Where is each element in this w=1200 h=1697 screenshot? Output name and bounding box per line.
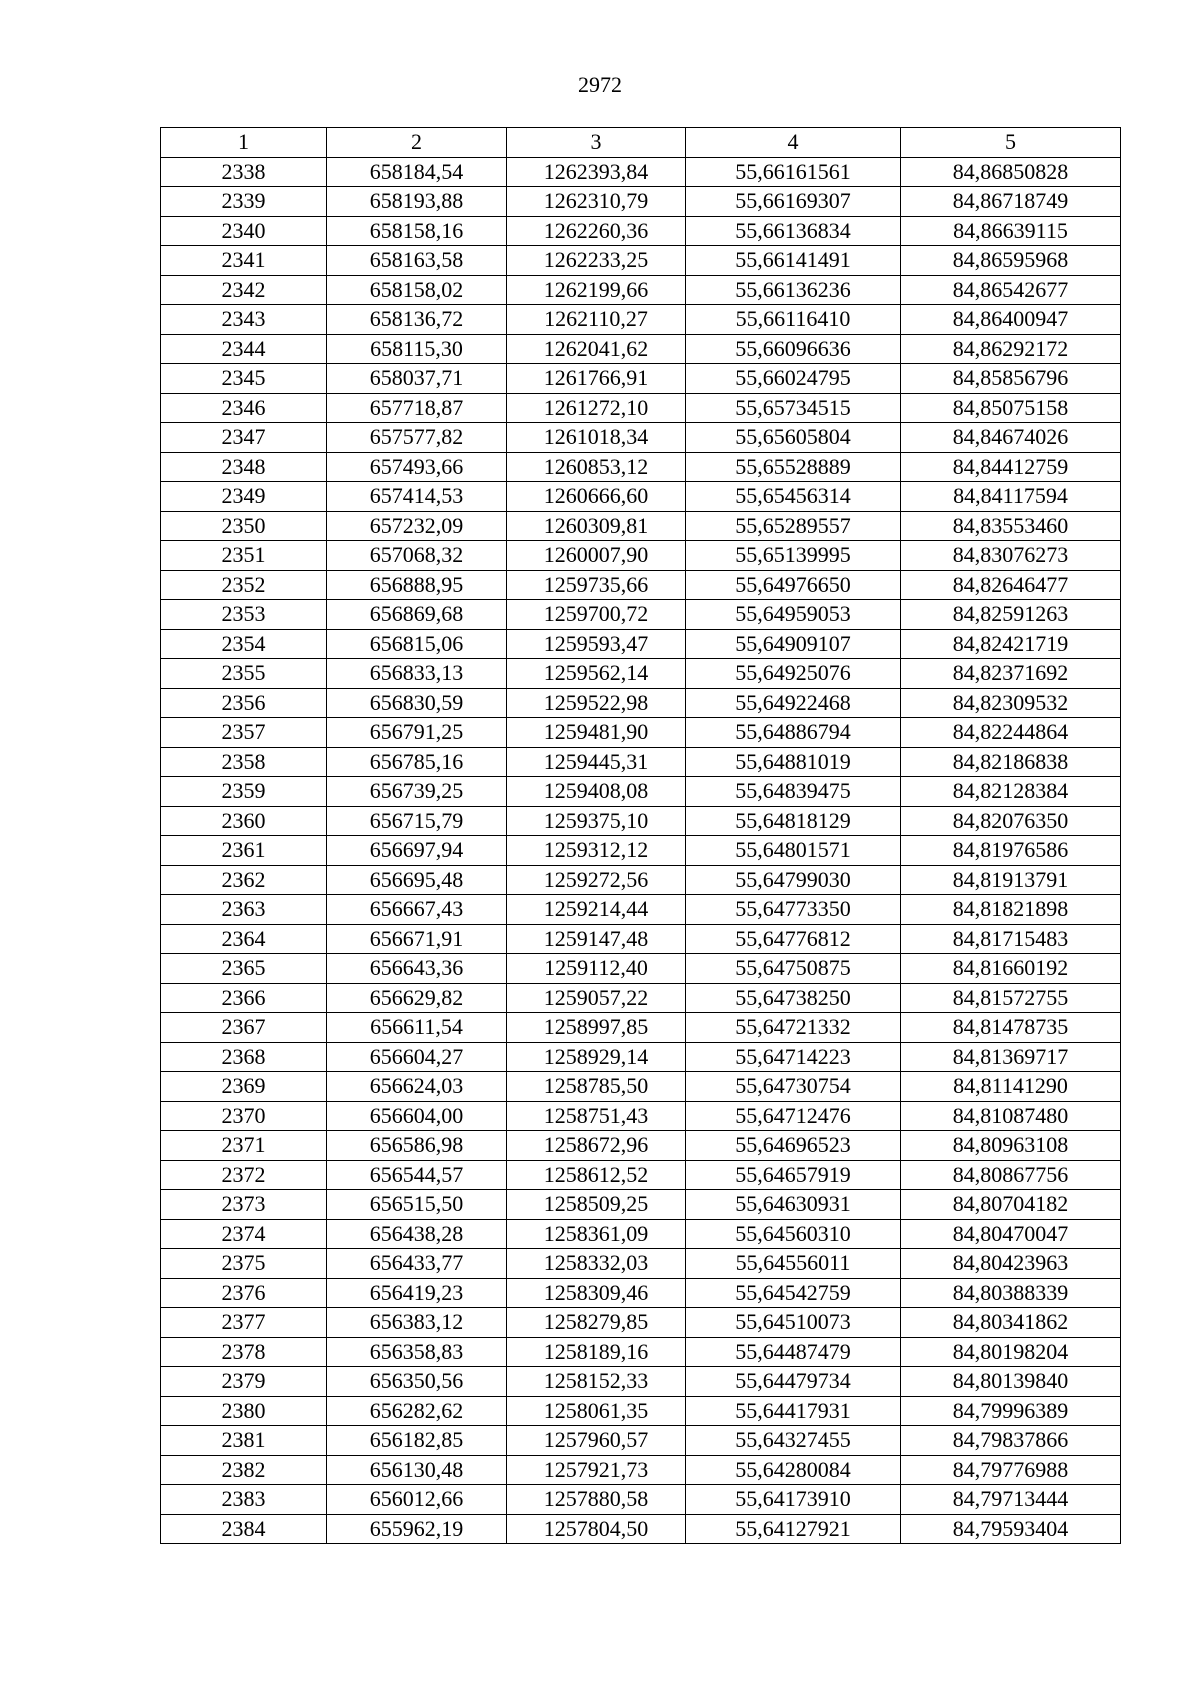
x-coordinate-cell: 656515,50 bbox=[327, 1190, 507, 1220]
y-coordinate-cell: 1259562,14 bbox=[507, 659, 686, 689]
y-coordinate-cell: 1262041,62 bbox=[507, 334, 686, 364]
longitude-cell: 84,79837866 bbox=[901, 1426, 1121, 1456]
x-coordinate-cell: 658184,54 bbox=[327, 157, 507, 187]
x-coordinate-cell: 656438,28 bbox=[327, 1219, 507, 1249]
y-coordinate-cell: 1258332,03 bbox=[507, 1249, 686, 1279]
table-row bbox=[161, 1455, 1121, 1485]
longitude-cell: 84,84412759 bbox=[901, 452, 1121, 482]
y-coordinate-cell: 1258751,43 bbox=[507, 1101, 686, 1131]
table-row bbox=[161, 511, 1121, 541]
y-coordinate-cell: 1258152,33 bbox=[507, 1367, 686, 1397]
point-number-cell: 2384 bbox=[161, 1514, 327, 1544]
longitude-cell: 84,81572755 bbox=[901, 983, 1121, 1013]
point-number-cell: 2378 bbox=[161, 1337, 327, 1367]
x-coordinate-cell: 658163,58 bbox=[327, 246, 507, 276]
longitude-cell: 84,82186838 bbox=[901, 747, 1121, 777]
point-number-cell: 2374 bbox=[161, 1219, 327, 1249]
longitude-cell: 84,84117594 bbox=[901, 482, 1121, 512]
x-coordinate-cell: 657493,66 bbox=[327, 452, 507, 482]
x-coordinate-cell: 656697,94 bbox=[327, 836, 507, 866]
table-row bbox=[161, 983, 1121, 1013]
y-coordinate-cell: 1258189,16 bbox=[507, 1337, 686, 1367]
longitude-cell: 84,79713444 bbox=[901, 1485, 1121, 1515]
point-number-cell: 2347 bbox=[161, 423, 327, 453]
point-number-cell: 2349 bbox=[161, 482, 327, 512]
latitude-cell: 55,64886794 bbox=[686, 718, 901, 748]
table-row bbox=[161, 364, 1121, 394]
x-coordinate-cell: 656624,03 bbox=[327, 1072, 507, 1102]
x-coordinate-cell: 656715,79 bbox=[327, 806, 507, 836]
x-coordinate-cell: 656739,25 bbox=[327, 777, 507, 807]
y-coordinate-cell: 1261272,10 bbox=[507, 393, 686, 423]
point-number-cell: 2368 bbox=[161, 1042, 327, 1072]
latitude-cell: 55,64542759 bbox=[686, 1278, 901, 1308]
x-coordinate-cell: 656791,25 bbox=[327, 718, 507, 748]
x-coordinate-cell: 657068,32 bbox=[327, 541, 507, 571]
point-number-cell: 2341 bbox=[161, 246, 327, 276]
longitude-cell: 84,84674026 bbox=[901, 423, 1121, 453]
x-coordinate-cell: 658158,16 bbox=[327, 216, 507, 246]
latitude-cell: 55,64818129 bbox=[686, 806, 901, 836]
y-coordinate-cell: 1258997,85 bbox=[507, 1013, 686, 1043]
longitude-cell: 84,80341862 bbox=[901, 1308, 1121, 1338]
point-number-cell: 2369 bbox=[161, 1072, 327, 1102]
longitude-cell: 84,86595968 bbox=[901, 246, 1121, 276]
longitude-cell: 84,85075158 bbox=[901, 393, 1121, 423]
latitude-cell: 55,64327455 bbox=[686, 1426, 901, 1456]
point-number-cell: 2357 bbox=[161, 718, 327, 748]
point-number-cell: 2350 bbox=[161, 511, 327, 541]
point-number-cell: 2343 bbox=[161, 305, 327, 335]
longitude-cell: 84,86718749 bbox=[901, 187, 1121, 217]
longitude-cell: 84,81141290 bbox=[901, 1072, 1121, 1102]
table-row bbox=[161, 1249, 1121, 1279]
longitude-cell: 84,81369717 bbox=[901, 1042, 1121, 1072]
latitude-cell: 55,64909107 bbox=[686, 629, 901, 659]
x-coordinate-cell: 656182,85 bbox=[327, 1426, 507, 1456]
longitude-cell: 84,79996389 bbox=[901, 1396, 1121, 1426]
table-row bbox=[161, 570, 1121, 600]
table-row bbox=[161, 1396, 1121, 1426]
table-row bbox=[161, 1101, 1121, 1131]
table-row bbox=[161, 541, 1121, 571]
longitude-cell: 84,86292172 bbox=[901, 334, 1121, 364]
table-row bbox=[161, 246, 1121, 276]
y-coordinate-cell: 1259312,12 bbox=[507, 836, 686, 866]
latitude-cell: 55,66024795 bbox=[686, 364, 901, 394]
y-coordinate-cell: 1258612,52 bbox=[507, 1160, 686, 1190]
latitude-cell: 55,64721332 bbox=[686, 1013, 901, 1043]
point-number-cell: 2360 bbox=[161, 806, 327, 836]
x-coordinate-cell: 656350,56 bbox=[327, 1367, 507, 1397]
latitude-cell: 55,64556011 bbox=[686, 1249, 901, 1279]
x-coordinate-cell: 656643,36 bbox=[327, 954, 507, 984]
point-number-cell: 2351 bbox=[161, 541, 327, 571]
longitude-cell: 84,79776988 bbox=[901, 1455, 1121, 1485]
table-row bbox=[161, 954, 1121, 984]
y-coordinate-cell: 1259481,90 bbox=[507, 718, 686, 748]
y-coordinate-cell: 1257804,50 bbox=[507, 1514, 686, 1544]
y-coordinate-cell: 1261018,34 bbox=[507, 423, 686, 453]
x-coordinate-cell: 657414,53 bbox=[327, 482, 507, 512]
x-coordinate-cell: 656671,91 bbox=[327, 924, 507, 954]
point-number-cell: 2366 bbox=[161, 983, 327, 1013]
y-coordinate-cell: 1259735,66 bbox=[507, 570, 686, 600]
point-number-cell: 2339 bbox=[161, 187, 327, 217]
point-number-cell: 2382 bbox=[161, 1455, 327, 1485]
y-coordinate-cell: 1259112,40 bbox=[507, 954, 686, 984]
y-coordinate-cell: 1258361,09 bbox=[507, 1219, 686, 1249]
longitude-cell: 84,79593404 bbox=[901, 1514, 1121, 1544]
longitude-cell: 84,81478735 bbox=[901, 1013, 1121, 1043]
table-row bbox=[161, 216, 1121, 246]
point-number-cell: 2355 bbox=[161, 659, 327, 689]
point-number-cell: 2377 bbox=[161, 1308, 327, 1338]
latitude-cell: 55,64487479 bbox=[686, 1337, 901, 1367]
latitude-cell: 55,66161561 bbox=[686, 157, 901, 187]
y-coordinate-cell: 1257960,57 bbox=[507, 1426, 686, 1456]
x-coordinate-cell: 656012,66 bbox=[327, 1485, 507, 1515]
longitude-cell: 84,86542677 bbox=[901, 275, 1121, 305]
x-coordinate-cell: 658158,02 bbox=[327, 275, 507, 305]
table-row bbox=[161, 924, 1121, 954]
point-number-cell: 2353 bbox=[161, 600, 327, 630]
y-coordinate-cell: 1258929,14 bbox=[507, 1042, 686, 1072]
point-number-cell: 2362 bbox=[161, 865, 327, 895]
page-number: 2972 bbox=[578, 72, 622, 97]
longitude-cell: 84,82421719 bbox=[901, 629, 1121, 659]
latitude-cell: 55,64750875 bbox=[686, 954, 901, 984]
table-row bbox=[161, 895, 1121, 925]
x-coordinate-cell: 655962,19 bbox=[327, 1514, 507, 1544]
longitude-cell: 84,81660192 bbox=[901, 954, 1121, 984]
table-row bbox=[161, 482, 1121, 512]
x-coordinate-cell: 658136,72 bbox=[327, 305, 507, 335]
y-coordinate-cell: 1258309,46 bbox=[507, 1278, 686, 1308]
x-coordinate-cell: 656544,57 bbox=[327, 1160, 507, 1190]
table-row bbox=[161, 1514, 1121, 1544]
point-number-cell: 2371 bbox=[161, 1131, 327, 1161]
point-number-cell: 2383 bbox=[161, 1485, 327, 1515]
x-coordinate-cell: 656833,13 bbox=[327, 659, 507, 689]
point-number-cell: 2356 bbox=[161, 688, 327, 718]
x-coordinate-cell: 656815,06 bbox=[327, 629, 507, 659]
table-row bbox=[161, 334, 1121, 364]
latitude-cell: 55,65456314 bbox=[686, 482, 901, 512]
table-row bbox=[161, 865, 1121, 895]
y-coordinate-cell: 1262393,84 bbox=[507, 157, 686, 187]
longitude-cell: 84,80470047 bbox=[901, 1219, 1121, 1249]
point-number-cell: 2344 bbox=[161, 334, 327, 364]
x-coordinate-cell: 656433,77 bbox=[327, 1249, 507, 1279]
y-coordinate-cell: 1258279,85 bbox=[507, 1308, 686, 1338]
point-number-cell: 2338 bbox=[161, 157, 327, 187]
latitude-cell: 55,66169307 bbox=[686, 187, 901, 217]
point-number-cell: 2361 bbox=[161, 836, 327, 866]
point-number-cell: 2376 bbox=[161, 1278, 327, 1308]
longitude-cell: 84,86850828 bbox=[901, 157, 1121, 187]
y-coordinate-cell: 1259700,72 bbox=[507, 600, 686, 630]
latitude-cell: 55,64714223 bbox=[686, 1042, 901, 1072]
y-coordinate-cell: 1260007,90 bbox=[507, 541, 686, 571]
latitude-cell: 55,65139995 bbox=[686, 541, 901, 571]
y-coordinate-cell: 1260853,12 bbox=[507, 452, 686, 482]
table-row bbox=[161, 393, 1121, 423]
latitude-cell: 55,66136236 bbox=[686, 275, 901, 305]
latitude-cell: 55,65528889 bbox=[686, 452, 901, 482]
latitude-cell: 55,64173910 bbox=[686, 1485, 901, 1515]
point-number-cell: 2375 bbox=[161, 1249, 327, 1279]
table-row bbox=[161, 600, 1121, 630]
table-row bbox=[161, 187, 1121, 217]
y-coordinate-cell: 1259057,22 bbox=[507, 983, 686, 1013]
latitude-cell: 55,64127921 bbox=[686, 1514, 901, 1544]
y-coordinate-cell: 1258509,25 bbox=[507, 1190, 686, 1220]
latitude-cell: 55,64738250 bbox=[686, 983, 901, 1013]
y-coordinate-cell: 1257921,73 bbox=[507, 1455, 686, 1485]
latitude-cell: 55,64959053 bbox=[686, 600, 901, 630]
x-coordinate-cell: 656611,54 bbox=[327, 1013, 507, 1043]
point-number-cell: 2373 bbox=[161, 1190, 327, 1220]
table-row bbox=[161, 688, 1121, 718]
point-number-cell: 2367 bbox=[161, 1013, 327, 1043]
point-number-cell: 2365 bbox=[161, 954, 327, 984]
latitude-cell: 55,65605804 bbox=[686, 423, 901, 453]
y-coordinate-cell: 1259375,10 bbox=[507, 806, 686, 836]
latitude-cell: 55,66136834 bbox=[686, 216, 901, 246]
longitude-cell: 84,80198204 bbox=[901, 1337, 1121, 1367]
point-number-cell: 2359 bbox=[161, 777, 327, 807]
y-coordinate-cell: 1261766,91 bbox=[507, 364, 686, 394]
column-header-4: 4 bbox=[686, 128, 901, 158]
longitude-cell: 84,83553460 bbox=[901, 511, 1121, 541]
longitude-cell: 84,82076350 bbox=[901, 806, 1121, 836]
x-coordinate-cell: 656419,23 bbox=[327, 1278, 507, 1308]
table-row bbox=[161, 423, 1121, 453]
table-row bbox=[161, 157, 1121, 187]
x-coordinate-cell: 656383,12 bbox=[327, 1308, 507, 1338]
x-coordinate-cell: 656586,98 bbox=[327, 1131, 507, 1161]
x-coordinate-cell: 656130,48 bbox=[327, 1455, 507, 1485]
table-body bbox=[161, 157, 1121, 1544]
x-coordinate-cell: 656358,83 bbox=[327, 1337, 507, 1367]
x-coordinate-cell: 658037,71 bbox=[327, 364, 507, 394]
x-coordinate-cell: 656830,59 bbox=[327, 688, 507, 718]
table-header bbox=[161, 128, 1121, 158]
table-row bbox=[161, 1367, 1121, 1397]
longitude-cell: 84,86639115 bbox=[901, 216, 1121, 246]
latitude-cell: 55,64801571 bbox=[686, 836, 901, 866]
x-coordinate-cell: 656282,62 bbox=[327, 1396, 507, 1426]
longitude-cell: 84,86400947 bbox=[901, 305, 1121, 335]
latitude-cell: 55,64976650 bbox=[686, 570, 901, 600]
latitude-cell: 55,66096636 bbox=[686, 334, 901, 364]
table-row bbox=[161, 747, 1121, 777]
longitude-cell: 84,80867756 bbox=[901, 1160, 1121, 1190]
y-coordinate-cell: 1259445,31 bbox=[507, 747, 686, 777]
y-coordinate-cell: 1258785,50 bbox=[507, 1072, 686, 1102]
longitude-cell: 84,80704182 bbox=[901, 1190, 1121, 1220]
x-coordinate-cell: 656604,27 bbox=[327, 1042, 507, 1072]
longitude-cell: 84,80963108 bbox=[901, 1131, 1121, 1161]
point-number-cell: 2379 bbox=[161, 1367, 327, 1397]
table-row bbox=[161, 1160, 1121, 1190]
x-coordinate-cell: 656629,82 bbox=[327, 983, 507, 1013]
longitude-cell: 84,85856796 bbox=[901, 364, 1121, 394]
latitude-cell: 55,65289557 bbox=[686, 511, 901, 541]
coordinates-table bbox=[160, 127, 1121, 1544]
latitude-cell: 55,64712476 bbox=[686, 1101, 901, 1131]
point-number-cell: 2380 bbox=[161, 1396, 327, 1426]
longitude-cell: 84,80388339 bbox=[901, 1278, 1121, 1308]
longitude-cell: 84,82244864 bbox=[901, 718, 1121, 748]
y-coordinate-cell: 1259408,08 bbox=[507, 777, 686, 807]
longitude-cell: 84,82591263 bbox=[901, 600, 1121, 630]
latitude-cell: 55,65734515 bbox=[686, 393, 901, 423]
table-row bbox=[161, 1072, 1121, 1102]
y-coordinate-cell: 1262110,27 bbox=[507, 305, 686, 335]
longitude-cell: 84,82646477 bbox=[901, 570, 1121, 600]
column-header-2: 2 bbox=[327, 128, 507, 158]
table-row bbox=[161, 718, 1121, 748]
table-row bbox=[161, 1278, 1121, 1308]
latitude-cell: 55,66116410 bbox=[686, 305, 901, 335]
x-coordinate-cell: 657718,87 bbox=[327, 393, 507, 423]
point-number-cell: 2358 bbox=[161, 747, 327, 777]
latitude-cell: 55,64630931 bbox=[686, 1190, 901, 1220]
y-coordinate-cell: 1258672,96 bbox=[507, 1131, 686, 1161]
table-row bbox=[161, 1219, 1121, 1249]
table-row bbox=[161, 1131, 1121, 1161]
x-coordinate-cell: 658193,88 bbox=[327, 187, 507, 217]
latitude-cell: 55,64657919 bbox=[686, 1160, 901, 1190]
latitude-cell: 55,64922468 bbox=[686, 688, 901, 718]
latitude-cell: 55,64560310 bbox=[686, 1219, 901, 1249]
table-row bbox=[161, 305, 1121, 335]
table-row bbox=[161, 659, 1121, 689]
longitude-cell: 84,81913791 bbox=[901, 865, 1121, 895]
table-row bbox=[161, 1337, 1121, 1367]
point-number-cell: 2372 bbox=[161, 1160, 327, 1190]
point-number-cell: 2340 bbox=[161, 216, 327, 246]
table-row bbox=[161, 806, 1121, 836]
latitude-cell: 55,64839475 bbox=[686, 777, 901, 807]
point-number-cell: 2363 bbox=[161, 895, 327, 925]
y-coordinate-cell: 1259522,98 bbox=[507, 688, 686, 718]
table-row bbox=[161, 836, 1121, 866]
longitude-cell: 84,80139840 bbox=[901, 1367, 1121, 1397]
y-coordinate-cell: 1262199,66 bbox=[507, 275, 686, 305]
latitude-cell: 55,64696523 bbox=[686, 1131, 901, 1161]
latitude-cell: 55,64479734 bbox=[686, 1367, 901, 1397]
x-coordinate-cell: 657232,09 bbox=[327, 511, 507, 541]
point-number-cell: 2370 bbox=[161, 1101, 327, 1131]
table-row bbox=[161, 777, 1121, 807]
longitude-cell: 84,81715483 bbox=[901, 924, 1121, 954]
x-coordinate-cell: 656785,16 bbox=[327, 747, 507, 777]
column-header-1: 1 bbox=[161, 128, 327, 158]
y-coordinate-cell: 1259147,48 bbox=[507, 924, 686, 954]
y-coordinate-cell: 1260666,60 bbox=[507, 482, 686, 512]
y-coordinate-cell: 1262260,36 bbox=[507, 216, 686, 246]
y-coordinate-cell: 1262233,25 bbox=[507, 246, 686, 276]
point-number-cell: 2364 bbox=[161, 924, 327, 954]
x-coordinate-cell: 656888,95 bbox=[327, 570, 507, 600]
table-row bbox=[161, 629, 1121, 659]
x-coordinate-cell: 656695,48 bbox=[327, 865, 507, 895]
longitude-cell: 84,82309532 bbox=[901, 688, 1121, 718]
table-row bbox=[161, 1485, 1121, 1515]
y-coordinate-cell: 1259214,44 bbox=[507, 895, 686, 925]
table-row bbox=[161, 1190, 1121, 1220]
table-row bbox=[161, 1042, 1121, 1072]
column-header-3: 3 bbox=[507, 128, 686, 158]
header-row bbox=[161, 128, 1121, 158]
latitude-cell: 55,64510073 bbox=[686, 1308, 901, 1338]
table-row bbox=[161, 275, 1121, 305]
longitude-cell: 84,82128384 bbox=[901, 777, 1121, 807]
column-header-5: 5 bbox=[901, 128, 1121, 158]
point-number-cell: 2354 bbox=[161, 629, 327, 659]
point-number-cell: 2346 bbox=[161, 393, 327, 423]
longitude-cell: 84,81821898 bbox=[901, 895, 1121, 925]
x-coordinate-cell: 658115,30 bbox=[327, 334, 507, 364]
latitude-cell: 55,64776812 bbox=[686, 924, 901, 954]
point-number-cell: 2345 bbox=[161, 364, 327, 394]
table-row bbox=[161, 1308, 1121, 1338]
point-number-cell: 2381 bbox=[161, 1426, 327, 1456]
latitude-cell: 55,64773350 bbox=[686, 895, 901, 925]
latitude-cell: 55,64280084 bbox=[686, 1455, 901, 1485]
table-row bbox=[161, 1426, 1121, 1456]
latitude-cell: 55,64730754 bbox=[686, 1072, 901, 1102]
point-number-cell: 2352 bbox=[161, 570, 327, 600]
x-coordinate-cell: 656869,68 bbox=[327, 600, 507, 630]
latitude-cell: 55,66141491 bbox=[686, 246, 901, 276]
latitude-cell: 55,64881019 bbox=[686, 747, 901, 777]
latitude-cell: 55,64925076 bbox=[686, 659, 901, 689]
y-coordinate-cell: 1262310,79 bbox=[507, 187, 686, 217]
x-coordinate-cell: 657577,82 bbox=[327, 423, 507, 453]
y-coordinate-cell: 1258061,35 bbox=[507, 1396, 686, 1426]
y-coordinate-cell: 1259593,47 bbox=[507, 629, 686, 659]
longitude-cell: 84,83076273 bbox=[901, 541, 1121, 571]
latitude-cell: 55,64417931 bbox=[686, 1396, 901, 1426]
longitude-cell: 84,81087480 bbox=[901, 1101, 1121, 1131]
x-coordinate-cell: 656667,43 bbox=[327, 895, 507, 925]
y-coordinate-cell: 1259272,56 bbox=[507, 865, 686, 895]
latitude-cell: 55,64799030 bbox=[686, 865, 901, 895]
longitude-cell: 84,81976586 bbox=[901, 836, 1121, 866]
table-row bbox=[161, 1013, 1121, 1043]
point-number-cell: 2342 bbox=[161, 275, 327, 305]
longitude-cell: 84,80423963 bbox=[901, 1249, 1121, 1279]
longitude-cell: 84,82371692 bbox=[901, 659, 1121, 689]
x-coordinate-cell: 656604,00 bbox=[327, 1101, 507, 1131]
table-row bbox=[161, 452, 1121, 482]
y-coordinate-cell: 1257880,58 bbox=[507, 1485, 686, 1515]
point-number-cell: 2348 bbox=[161, 452, 327, 482]
y-coordinate-cell: 1260309,81 bbox=[507, 511, 686, 541]
